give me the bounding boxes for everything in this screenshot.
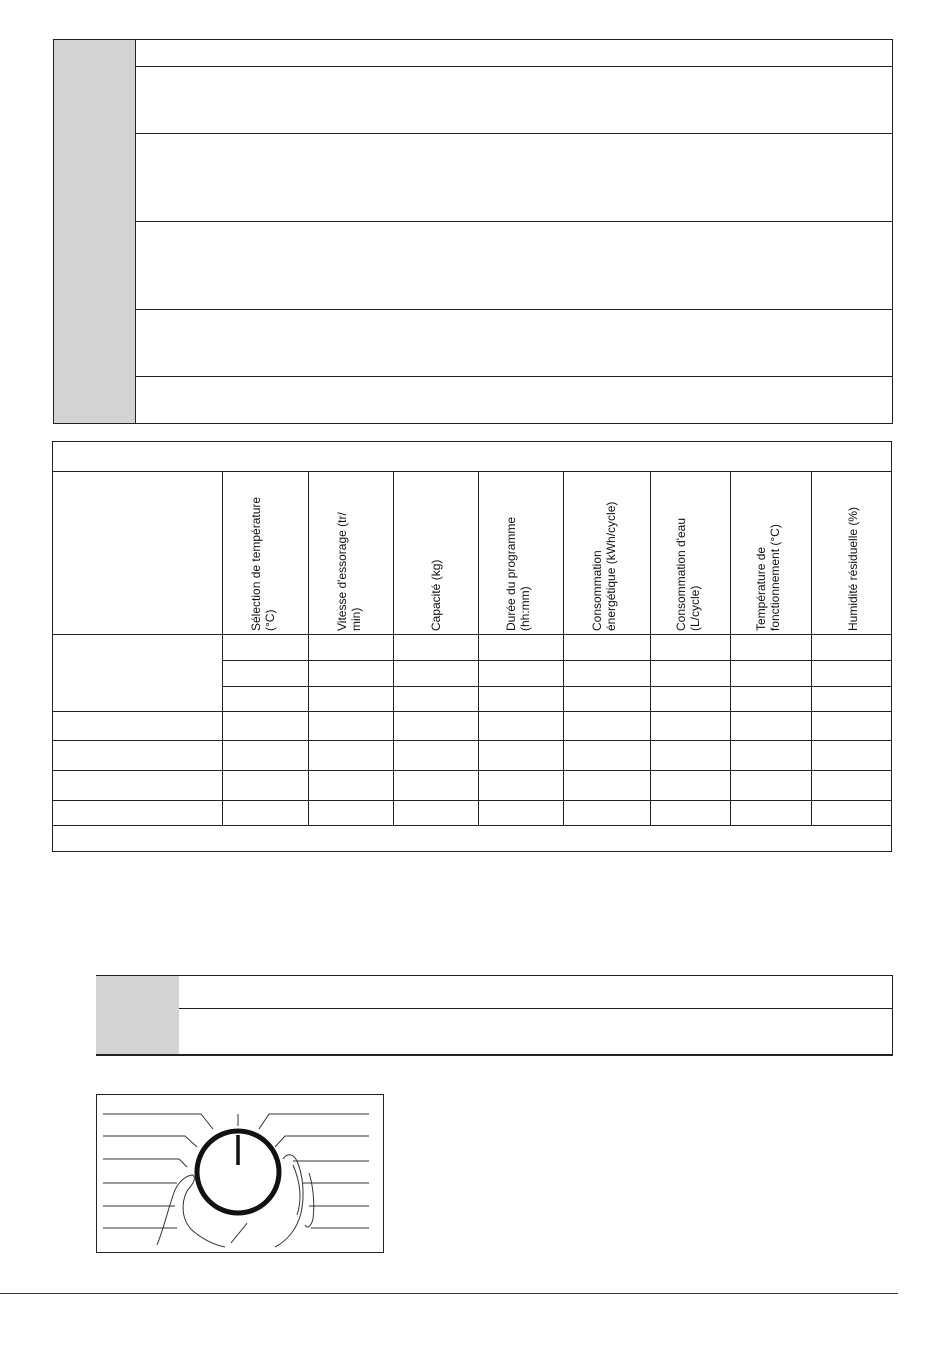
top-info-table xyxy=(53,39,893,424)
note-table xyxy=(96,975,893,1056)
row-divider xyxy=(136,309,892,310)
row-divider xyxy=(136,376,892,377)
top-table-gray-band xyxy=(54,40,136,423)
programme-knob-illustration xyxy=(96,1094,384,1253)
col-header-energy-consumption: Consommation énergétique (kWh/cycle) xyxy=(590,501,618,631)
col-header-operating-temperature: Température de fonctionnement (°C) xyxy=(754,524,782,631)
col-header-temperature-selection: Sélection de température (°C) xyxy=(249,496,277,631)
col-header-programme-duration: Durée du programme (hh:mm) xyxy=(504,516,532,631)
row-divider xyxy=(136,66,892,67)
note-table-gray-band xyxy=(96,976,179,1054)
row-divider xyxy=(136,221,892,222)
col-header-water-consumption: Consommation d'eau (L/cycle) xyxy=(674,517,702,631)
row-divider xyxy=(136,133,892,134)
row-divider xyxy=(179,1008,892,1009)
col-header-capacity: Capacité (kg) xyxy=(429,559,443,631)
col-header-residual-humidity: Humidité résiduelle (%) xyxy=(846,506,860,631)
footer-rule xyxy=(0,1293,898,1294)
programme-selection-knob-icon xyxy=(97,1095,383,1252)
consumption-table xyxy=(52,441,892,852)
col-header-spin-speed: Vitesse d'essorage (tr/ min) xyxy=(335,512,363,631)
